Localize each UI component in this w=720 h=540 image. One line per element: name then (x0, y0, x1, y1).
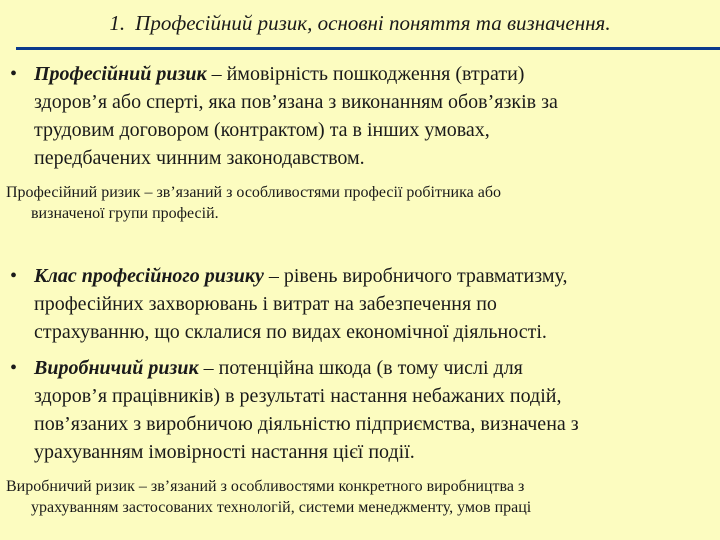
bullet-production-risk (10, 354, 710, 470)
bullet-term: Клас професійного ризику (34, 265, 264, 287)
bullet-risk-class (10, 262, 710, 350)
bullet-line: передбачених чинним законодавством. (34, 147, 365, 169)
bullet-marker: • (10, 63, 18, 85)
note-line: Професійний ризик – зв’язаний з особливостями професії робітника або (6, 184, 501, 201)
title-text: Професійний ризик, основні поняття та визначення. (135, 11, 611, 35)
note-line: визначеної групи професій. (31, 205, 219, 222)
bullet-line: здоров’я працівників) в результаті настання небажаних подій, (34, 385, 562, 407)
bullet-text (34, 60, 714, 172)
note-line: Виробничий ризик – зв’язаний з особливостями конкретного виробництва з (6, 478, 525, 495)
bullet-line: здоров’я або сперті, яка пов’язана з виконанням обов’язків за (34, 91, 558, 113)
bullet-line: страхуванню, що склалися по видах економічної діяльності. (34, 321, 547, 343)
bullet-text (34, 354, 714, 466)
bullet-line: професійних захворювань і витрат на забезпечення по (34, 293, 497, 315)
bullet-term: Професійний ризик (34, 63, 207, 85)
bullet-line: урахуванням імовірності настання цієї події. (34, 441, 415, 463)
note-professional-risk (6, 182, 710, 224)
bullet-marker: • (10, 357, 18, 379)
bullet-line: пов’язаних з виробничою діяльністю підприємства, визначена з (34, 413, 579, 435)
bullet-line: – ймовірність пошкодження (втрати) (206, 63, 525, 85)
title-divider (16, 47, 720, 50)
bullet-line: – рівень виробничого травматизму, (263, 265, 568, 287)
title-number: 1. (109, 11, 126, 35)
bullet-text (34, 262, 714, 346)
note-line: урахуванням застосованих технологій, системи менеджменту, умов праці (31, 499, 532, 516)
slide-title (0, 10, 720, 36)
bullet-professional-risk (10, 60, 710, 176)
bullet-term: Виробничий ризик (34, 357, 199, 379)
note-production-risk (6, 476, 710, 518)
bullet-marker: • (10, 265, 18, 287)
bullet-line: трудовим договором (контрактом) та в інших умовах, (34, 119, 490, 141)
bullet-line: – потенційна шкода (в тому числі для (198, 357, 523, 379)
